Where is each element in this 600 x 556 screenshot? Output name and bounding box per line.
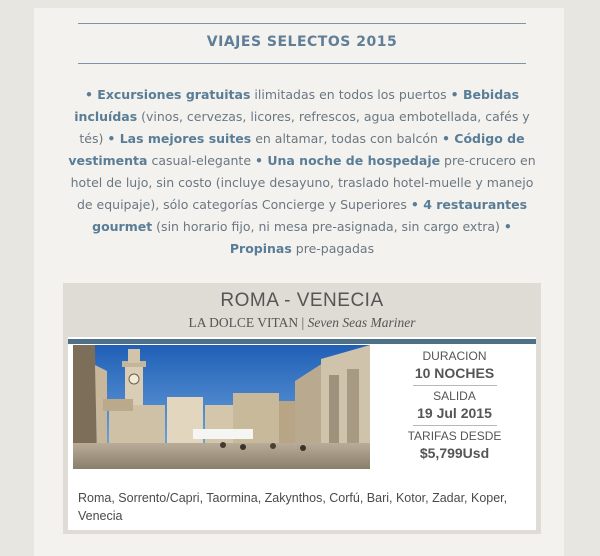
cruise-card-inner [68, 287, 536, 530]
benefits-paragraph [64, 84, 540, 260]
cruise-card[interactable] [63, 283, 541, 534]
departure-divider [413, 425, 497, 426]
departure-label: SALIDA [433, 389, 476, 403]
cruise-subtitle [68, 315, 536, 331]
benefit-text: (sin horario fijo, ni mesa pre-asignada, sin cargo extra) [152, 219, 504, 234]
title-divider [78, 63, 526, 64]
top-divider [78, 23, 526, 24]
benefit-highlight: • Bebidas incluídas [74, 87, 520, 124]
duration-divider [413, 385, 497, 386]
ship-name: Seven Seas Mariner [307, 315, 416, 330]
benefit-text: pre-pagadas [291, 241, 375, 256]
section-title: VIAJES SELECTOS 2015 [206, 34, 398, 50]
cruise-brand: LA DOLCE VITAN [188, 315, 299, 330]
duration-value: 10 NOCHES [414, 365, 495, 381]
benefit-text: casual-elegante [147, 153, 255, 168]
benefit-highlight: • 4 restaurantes gourmet [92, 197, 528, 234]
destination-photo[interactable] [73, 345, 370, 469]
benefit-text: en altamar, todas con balcón [251, 131, 442, 146]
benefit-text: pre-crucero en hotel de lujo, sin costo (incluye desayuno, traslado hotel-muelle y manejo de equipaje), sólo categorías Concierge y Superiores [70, 153, 536, 212]
rates-value: $5,799Usd [419, 445, 490, 461]
departure-value: 19 Jul 2015 [417, 405, 492, 421]
benefit-highlight: • Excursiones gratuitas [84, 87, 251, 102]
benefit-highlight: • Las mejores suites [107, 131, 252, 146]
itinerary-ports: Roma, Sorrento/Capri, Taormina, Zakynthos, Corfú, Bari, Kotor, Zadar, Koper, Venecia [78, 491, 508, 523]
benefit-highlight: • Propinas [229, 219, 512, 256]
rates-label: TARIFAS DESDE [407, 429, 502, 443]
square-with-clocktower-illustration [73, 345, 370, 469]
subtitle-separator: | [301, 315, 305, 330]
cruise-card-header [68, 287, 536, 337]
benefit-highlight: • Código de vestimenta [68, 131, 525, 168]
benefit-text: ilimitadas en todos los puertos [250, 87, 451, 102]
benefit-text: (vinos, cervezas, licores, refrescos, agua embotellada, cafés y tés) [79, 109, 530, 146]
duration-label: DURACION [422, 349, 487, 363]
trip-details-panel [373, 345, 536, 469]
accent-bar [68, 339, 536, 344]
benefit-highlight: • Una noche de hospedaje [255, 153, 441, 168]
route-title[interactable]: ROMA - VENECIA [220, 290, 384, 311]
